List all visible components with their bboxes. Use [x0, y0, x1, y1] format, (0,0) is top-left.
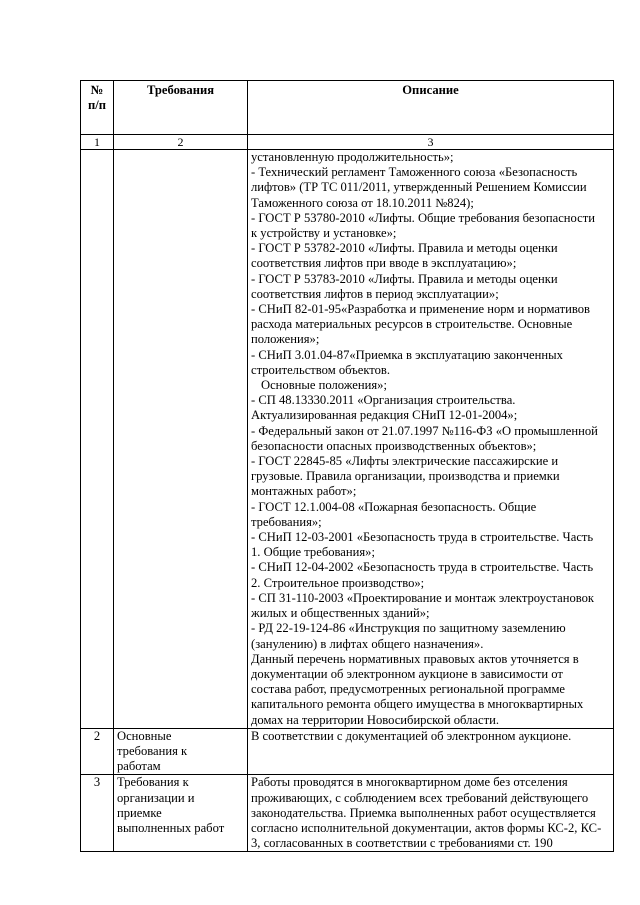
description-line: Основные положения»;: [261, 378, 387, 393]
description-line: Работы проводятся в многоквартирном доме без отселения: [251, 775, 568, 790]
description-line: установленную продолжительность»;: [251, 150, 454, 164]
row3-requirement: [114, 775, 248, 852]
column-number-3: 3: [248, 135, 614, 150]
requirement-line: работам: [117, 759, 161, 774]
description-line: положения»;: [251, 332, 320, 347]
description-line: согласно исполнительной документации, актов формы КС-2, КС-: [251, 820, 602, 835]
description-line: - ГОСТ 22845-85 «Лифты электрические пассажирские и: [251, 454, 559, 469]
description-line: к устройству и установке»;: [251, 226, 397, 241]
requirement-line: Основные: [117, 728, 172, 743]
description-line: (занулению) в лифтах общего назначения».: [251, 636, 484, 651]
description-line: - СНиП 82-01-95«Разработка и применение норм и нормативов: [251, 302, 591, 317]
description-line: грузовые. Правила организации, производства и приемки: [251, 469, 560, 484]
requirement-line: организации и: [117, 790, 195, 805]
description-line: жилых и общественных зданий»;: [251, 606, 430, 621]
description-line: - ГОСТ Р 53783-2010 «Лифты. Правила и методы оценки: [251, 271, 558, 286]
description-line: соответствия лифтов при вводе в эксплуатацию»;: [251, 256, 517, 271]
column-number-1: 1: [81, 135, 114, 150]
description-line: соответствия лифтов в период эксплуатации»;: [251, 286, 499, 301]
header-row: [81, 81, 614, 135]
table-row-2: [81, 728, 614, 775]
description-line: - РД 22-19-124-86 «Инструкция по защитному заземлению: [251, 621, 566, 636]
description-line: - ГОСТ Р 53780-2010 «Лифты. Общие требования безопасности: [251, 210, 595, 225]
description-line: домах на территории Новосибирской области.: [251, 712, 499, 727]
description-line: 1. Общие требования»;: [251, 545, 375, 560]
description-line: - СНиП 3.01.04-87«Приемка в эксплуатацию законченных: [251, 347, 563, 362]
description-line: документации об электронном аукционе в зависимости от: [251, 666, 563, 681]
column-number-row: [81, 135, 614, 150]
description-line: - СНиП 12-04-2002 «Безопасность труда в строительстве. Часть: [251, 560, 594, 575]
requirement-line: требования к: [117, 743, 188, 758]
description-line: В соответствии с документацией об электронном аукционе.: [251, 728, 572, 743]
row3-description: [248, 775, 614, 852]
description-line: расхода материальных ресурсов в строительстве. Основные: [251, 317, 573, 332]
requirement-line: Требования к: [117, 775, 189, 790]
row2-requirement: [114, 728, 248, 775]
requirement-line: приемке: [117, 805, 162, 820]
description-line: - СП 48.13330.2011 «Организация строительства.: [251, 393, 516, 408]
description-line: безопасности опасных производственных объектов»;: [251, 438, 537, 453]
description-line: Данный перечень нормативных правовых актов уточняется в: [251, 651, 579, 666]
description-line: Таможенного союза от 18.10.2011 №824);: [251, 195, 474, 210]
description-line: капитального ремонта общего имущества в многоквартирных: [251, 697, 584, 712]
table-row-1: [81, 150, 614, 729]
description-line: - Федеральный закон от 21.07.1997 №116-ФЗ «О промышленной: [251, 423, 598, 438]
description-line: Актуализированная редакция СНиП 12-01-2004»;: [251, 408, 518, 423]
row1-description: [248, 150, 614, 729]
description-line: - СП 31-110-2003 «Проектирование и монтаж электроустановок: [251, 590, 595, 605]
row2-number: 2: [81, 728, 114, 775]
column-number-2: 2: [114, 135, 248, 150]
row1-number: [81, 150, 114, 729]
description-line: монтажных работ»;: [251, 484, 357, 499]
description-line: законодательства. Приемка выполненных работ осуществляется: [251, 805, 596, 820]
row2-description: [248, 728, 614, 775]
description-line: 2. Строительное производство»;: [251, 575, 425, 590]
description-line: - ГОСТ 12.1.004-08 «Пожарная безопасность. Общие: [251, 499, 537, 514]
requirements-table: [80, 80, 614, 852]
table-row-3: [81, 775, 614, 852]
description-line: 3, согласованных в соответствии с требованиями ст. 190: [251, 836, 553, 851]
description-line: проживающих, с соблюдением всех требований действующего: [251, 790, 589, 805]
header-requirements: Требования: [114, 81, 248, 135]
description-line: строительством объектов.: [251, 362, 391, 377]
requirement-line: выполненных работ: [117, 820, 225, 835]
header-number: № п/п: [81, 81, 114, 135]
row1-requirement: [114, 150, 248, 729]
description-line: требования»;: [251, 514, 322, 529]
description-line: лифтов» (ТР ТС 011/2011, утвержденный Решением Комиссии: [251, 180, 587, 195]
description-line: - Технический регламент Таможенного союза «Безопасность: [251, 165, 578, 180]
description-line: состава работ, предусмотренных региональной программе: [251, 682, 566, 697]
row3-number: 3: [81, 775, 114, 852]
header-description: Описание: [248, 81, 614, 135]
description-line: - ГОСТ Р 53782-2010 «Лифты. Правила и методы оценки: [251, 241, 558, 256]
description-line: - СНиП 12-03-2001 «Безопасность труда в строительстве. Часть: [251, 530, 594, 545]
